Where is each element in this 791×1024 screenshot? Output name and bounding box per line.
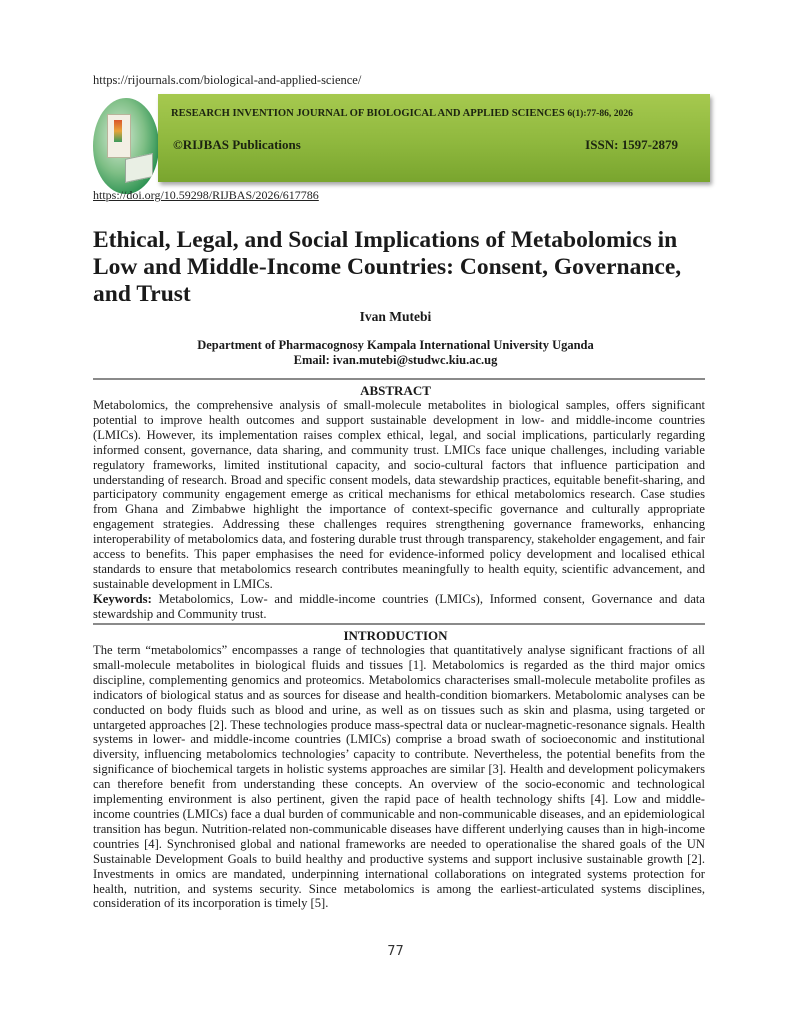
keywords — [93, 592, 705, 622]
author-email[interactable]: Email: ivan.mutebi@studwc.kiu.ac.ug — [293, 353, 498, 367]
doi-link[interactable]: https://doi.org/10.59298/RIJBAS/2026/617786 — [93, 188, 319, 202]
section-divider — [93, 623, 705, 625]
journal-logo — [93, 98, 159, 194]
publisher: ©RIJBAS Publications — [173, 137, 301, 152]
section-divider — [93, 378, 705, 380]
keywords-label: Keywords: — [93, 591, 152, 606]
introduction-body: The term “metabolomics” encompasses a range of technologies that quantitatively analyse significant fractions of all small-molecule metabolites in biological fluids and tissues [1]. Metabolomics is regarded as the third major omics discipline, complementing genomics and proteomics. Metabolomics characterises small-molecule metabolite profiles as indicators of biological status and as sources for disease and health-condition biomarkers. Metabolomic analyses can be conducted on body fluids such as blood and urine, as well as on tissues such as skin and plasma, using targeted or untargeted approaches [2]. These technologies produce mass-spectral data or nuclear-magnetic-resonance signals. Health systems in lower- and middle-income countries (LMICs) comprise a broad swath of socioeconomic and institutional diversity, influencing metabolomics technologies’ capacity to contribute. Nevertheless, the potential benefits from the significance of biochemical targets in holistic systems approaches are similar [3]. Health and development policymakers can therefore benefit from understanding these concepts. An overview of the socio-economic and technological implementing environment is also pertinent, given the rapid pace of health technology shifts [4]. Low and middle-income countries (LMICs) face a dual burden of communicable and non-communicable diseases, and an epidemiological transition has begun. Nutrition-related non-communicable diseases have different underlying causes than in high-income countries [4]. Synchronised global and national frameworks are needed to operationalise the shared goals of the UN Sustainable Development Goals to build healthy and productive systems and support inclusive sustainable growth [2]. Investments in omics are mandated, underpinning international collaborations on integrated systems protection for health, nutrition, and systems security. Since metabolomics is among the earliest-articulated systems disciplines, consideration of its incorporation is timely [5]. — [93, 643, 705, 911]
article-title: Ethical, Legal, and Social Implications of Metabolomics in Low and Middle-Income Countries: Consent, Governance, and Trust — [93, 227, 682, 307]
volume-info: 6(1):77-86, 2026 — [567, 108, 633, 119]
journal-url[interactable]: https://rijournals.com/biological-and-applied-science/ — [93, 73, 362, 87]
introduction-heading: INTRODUCTION — [343, 628, 448, 643]
keywords-list: Metabolomics, Low- and middle-income countries (LMICs), Informed consent, Governance and data stewardship and Community trust. — [93, 591, 705, 621]
journal-banner — [158, 94, 710, 182]
affiliation: Department of Pharmacognosy Kampala International University Uganda — [197, 338, 594, 352]
journal-name: RESEARCH INVENTION JOURNAL OF BIOLOGICAL AND APPLIED SCIENCES — [171, 108, 565, 119]
journal-title — [171, 108, 633, 119]
author-affiliation — [0, 338, 791, 368]
abstract-text: Metabolomics, the comprehensive analysis of small-molecule metabolites in biological samples, offers significant potential to improve health outcomes and support sustainable development in low- and middle-income countries (LMICs). However, its implementation raises complex ethical, legal, and social implications, particularly regarding informed consent, governance, data sharing, and community trust. LMICs face unique challenges, including variable regulatory frameworks, limited institutional capacity, and socio-cultural factors that influence participation and understanding of research. Broad and specific consent models, data stewardship practices, equitable benefit-sharing, and participatory community engagement emerge as critical mechanisms for ethical metabolomics research. Case studies from Ghana and Zimbabwe highlight the importance of context-specific governance and culturally appropriate engagement strategies. Addressing these challenges requires strengthening governance frameworks, enhancing interoperability of metabolomics data, and fostering durable trust through transparency, stakeholder engagement, and fair access to benefits. This paper emphasises the need for evidence-informed policy development and localised ethical standards to ensure that metabolomics research contributes meaningfully to health equity, scientific advancement, and sustainable development in LMICs. — [93, 398, 705, 591]
abstract-body — [93, 398, 705, 622]
logo-box-graphic — [125, 153, 153, 183]
page-number: 77 — [387, 944, 404, 959]
author-name: Ivan Mutebi — [359, 309, 432, 324]
abstract-heading: ABSTRACT — [360, 383, 431, 398]
logo-poster-graphic — [107, 114, 131, 158]
issn: ISSN: 1597-2879 — [585, 137, 678, 152]
